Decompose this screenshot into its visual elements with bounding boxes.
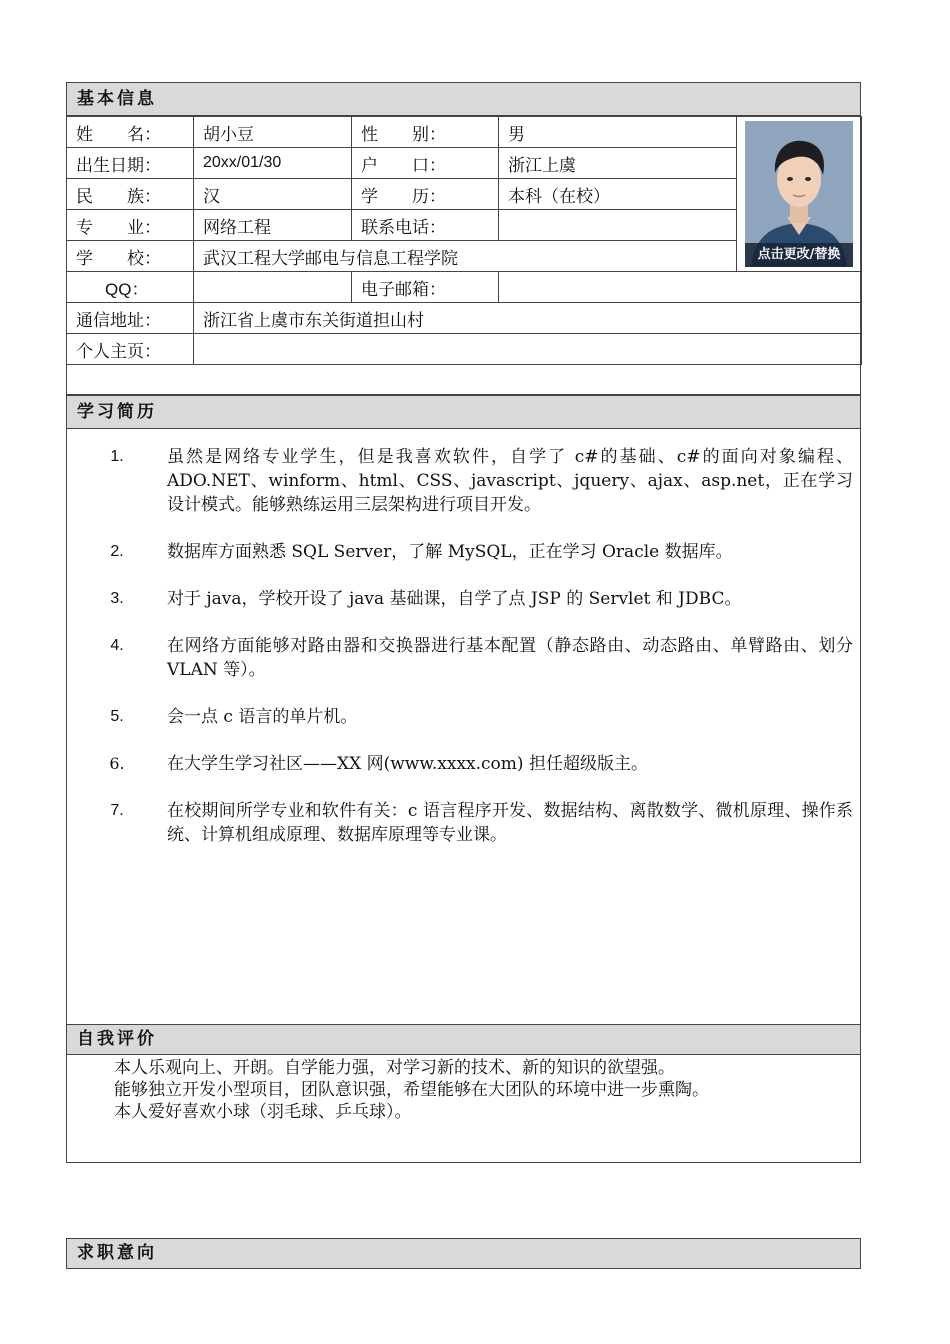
item-text: 会一点 c 语言的单片机。: [167, 707, 358, 727]
major-label: 专 业：: [67, 210, 194, 241]
item-number: 5.: [110, 708, 124, 725]
item-number: 2.: [110, 543, 124, 560]
item-number: 6.: [109, 754, 125, 773]
basic-info-section: [66, 82, 861, 395]
job-intent-section: [66, 1238, 861, 1269]
table-row: [67, 272, 862, 303]
list-item: [67, 634, 862, 682]
gender-value: 男: [499, 117, 737, 148]
item-number: 1.: [110, 448, 124, 465]
homepage-label: 个人主页：: [67, 334, 194, 365]
list-item: [67, 799, 862, 847]
item-text: 数据库方面熟悉 SQL Server，了解 MySQL，正在学习 Oracle 数据库。: [167, 542, 733, 562]
change-photo-button[interactable]: 点击更改/替换: [745, 243, 853, 267]
self-eval-section: [66, 1024, 861, 1163]
qq-label: QQ：: [67, 272, 194, 303]
homepage-value: [194, 334, 862, 365]
table-row: [67, 117, 862, 148]
phone-value: [499, 210, 737, 241]
list-item: [67, 705, 862, 729]
basic-info-title: 基本信息: [67, 83, 860, 116]
email-label: 电子邮箱：: [352, 272, 499, 303]
email-value: [499, 272, 862, 303]
self-eval-title: 自我评价: [67, 1025, 860, 1055]
school-label: 学 校：: [67, 241, 194, 272]
major-value: 网络工程: [194, 210, 352, 241]
self-eval-line: 能够独立开发小型项目，团队意识强，希望能够在大团队的环境中进一步熏陶。: [114, 1080, 709, 1100]
qq-value: [194, 272, 352, 303]
phone-label: 联系电话：: [352, 210, 499, 241]
table-row: [67, 303, 862, 334]
study-list: [67, 445, 862, 870]
list-item: [67, 752, 862, 776]
birth-label: 出生日期：: [67, 148, 194, 179]
list-item: [67, 445, 862, 517]
item-text: 虽然是网络专业学生，但是我喜欢软件，自学了 c#的基础、c#的面向对象编程、ADO.NET、winform、html、CSS、javascript、jquery、ajax、asp.net，正在学习设计模式。能够熟练运用三层架构进行项目开发。: [167, 447, 853, 515]
study-section: [66, 395, 861, 1025]
item-text: 在校期间所学专业和软件有关：c 语言程序开发、数据结构、离散数学、微机原理、操作系统、计算机组成原理、数据库原理等专业课。: [167, 801, 853, 845]
item-number: 4.: [110, 637, 124, 654]
ethnicity-label: 民 族：: [67, 179, 194, 210]
hukou-value: 浙江上虞: [499, 148, 737, 179]
item-text: 对于 java，学校开设了 java 基础课，自学了点 JSP 的 Servlet 和 JDBC。: [167, 589, 742, 609]
self-eval-line: 本人爱好喜欢小球（羽毛球、乒乓球）。: [114, 1102, 412, 1122]
school-value: 武汉工程大学邮电与信息工程学院: [194, 241, 737, 272]
item-number: 3.: [110, 590, 124, 607]
item-number: 7.: [110, 802, 124, 819]
study-title: 学习简历: [67, 395, 860, 429]
item-text: 在大学生学习社区——XX 网(www.xxxx.com) 担任超级版主。: [167, 754, 648, 774]
avatar[interactable]: [745, 121, 853, 267]
ethnicity-value: 汉: [194, 179, 352, 210]
self-eval-text: [67, 1055, 860, 1123]
item-text: 在网络方面能够对路由器和交换器进行基本配置（静态路由、动态路由、单臂路由、划分 VLAN 等）。: [167, 636, 853, 680]
table-row: [67, 334, 862, 365]
hukou-label: 户 口：: [352, 148, 499, 179]
education-value: 本科（在校）: [499, 179, 737, 210]
list-item: [67, 540, 862, 564]
list-item: [67, 587, 862, 611]
photo-cell: [737, 117, 862, 272]
address-value: 浙江省上虞市东关街道担山村: [194, 303, 862, 334]
job-intent-title: 求职意向: [67, 1239, 860, 1268]
name-value: 胡小豆: [194, 117, 352, 148]
birth-value: 20xx/01/30: [194, 148, 352, 179]
self-eval-line: 本人乐观向上、开朗。自学能力强，对学习新的技术、新的知识的欲望强。: [114, 1058, 675, 1078]
address-label: 通信地址：: [67, 303, 194, 334]
gender-label: 性 别：: [352, 117, 499, 148]
basic-info-table: [66, 116, 862, 365]
name-label: 姓 名：: [67, 117, 194, 148]
education-label: 学 历：: [352, 179, 499, 210]
